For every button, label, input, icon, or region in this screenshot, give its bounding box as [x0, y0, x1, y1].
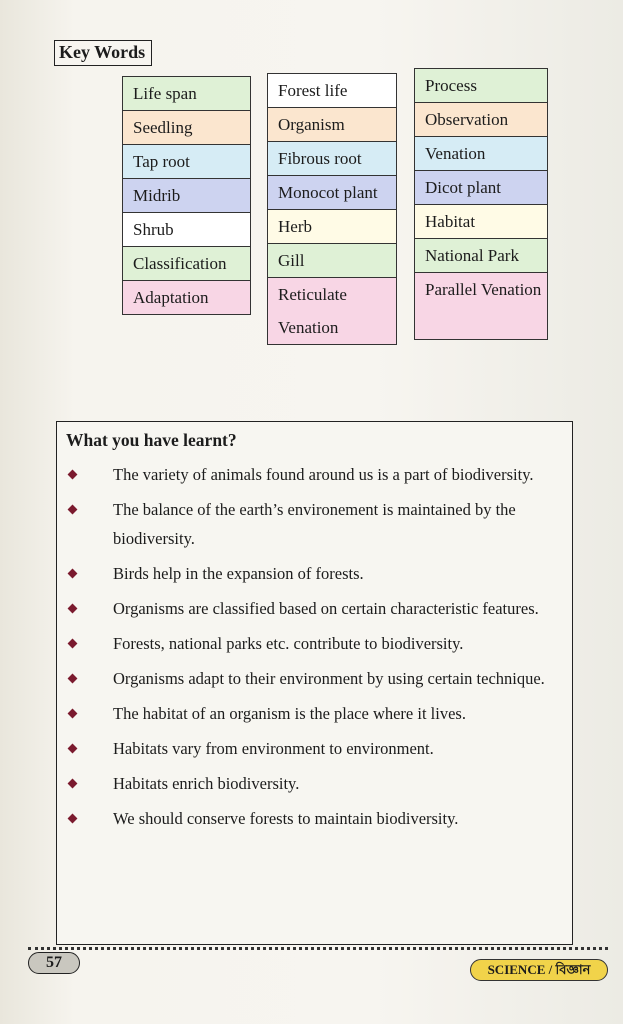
diamond-bullet-icon [68, 470, 78, 480]
key-word-cell: Tap root [123, 145, 250, 179]
key-word-cell: Observation [415, 103, 547, 137]
diamond-bullet-icon [68, 674, 78, 684]
dotted-divider [28, 947, 608, 950]
key-words-column-2 [267, 73, 397, 345]
key-word-cell: Parallel Venation [415, 273, 547, 339]
learnt-point-text: The variety of animals found around us is a part of biodiversity. [113, 465, 534, 484]
diamond-bullet-icon [68, 604, 78, 614]
learnt-point [57, 495, 572, 553]
diamond-bullet-icon [68, 814, 78, 824]
key-word-cell: Classification [123, 247, 250, 281]
learnt-point [57, 734, 572, 763]
key-word-cell: Reticulate Venation [268, 278, 396, 344]
learnt-point [57, 629, 572, 658]
diamond-bullet-icon [68, 744, 78, 754]
learnt-point-text: Birds help in the expansion of forests. [113, 564, 364, 583]
key-word-cell: Adaptation [123, 281, 250, 314]
key-word-cell: Herb [268, 210, 396, 244]
key-word-cell: Habitat [415, 205, 547, 239]
subject-tag: SCIENCE / বিজ্ঞান [470, 959, 608, 981]
key-word-cell: Seedling [123, 111, 250, 145]
learnt-point-text: Organisms adapt to their environment by using certain technique. [113, 669, 545, 688]
diamond-bullet-icon [68, 505, 78, 515]
key-words-title: Key Words [54, 40, 152, 66]
diamond-bullet-icon [68, 569, 78, 579]
key-word-cell: Venation [415, 137, 547, 171]
diamond-bullet-icon [68, 639, 78, 649]
key-word-cell: Shrub [123, 213, 250, 247]
key-words-column-1 [122, 76, 251, 315]
learnt-title: What you have learnt? [66, 430, 237, 450]
learnt-point [57, 664, 572, 693]
learnt-point [57, 699, 572, 728]
learnt-point-text: Habitats enrich biodiversity. [113, 774, 300, 793]
what-you-have-learnt-box [56, 421, 573, 945]
key-word-cell: Life span [123, 77, 250, 111]
key-word-cell: Monocot plant [268, 176, 396, 210]
learnt-point-text: The habitat of an organism is the place where it lives. [113, 704, 466, 723]
learnt-point-text: Organisms are classified based on certain characteristic features. [113, 599, 539, 618]
key-word-cell: Dicot plant [415, 171, 547, 205]
key-word-cell: Forest life [268, 74, 396, 108]
page-number: 57 [28, 952, 80, 974]
learnt-point-text: The balance of the earth’s environement is maintained by the biodiversity. [113, 500, 516, 548]
learnt-point-text: Forests, national parks etc. contribute to biodiversity. [113, 634, 464, 653]
key-word-cell: National Park [415, 239, 547, 273]
key-word-cell: Gill [268, 244, 396, 278]
learnt-point-text: We should conserve forests to maintain biodiversity. [113, 809, 459, 828]
key-words-column-3 [414, 68, 548, 340]
key-word-cell: Process [415, 69, 547, 103]
learnt-point [57, 804, 572, 833]
key-word-cell: Midrib [123, 179, 250, 213]
learnt-point [57, 594, 572, 623]
diamond-bullet-icon [68, 709, 78, 719]
learnt-point [57, 460, 572, 489]
learnt-bullet-list [57, 460, 572, 839]
key-word-cell: Fibrous root [268, 142, 396, 176]
learnt-point [57, 769, 572, 798]
learnt-point [57, 559, 572, 588]
learnt-point-text: Habitats vary from environment to environment. [113, 739, 434, 758]
diamond-bullet-icon [68, 779, 78, 789]
key-word-cell: Organism [268, 108, 396, 142]
